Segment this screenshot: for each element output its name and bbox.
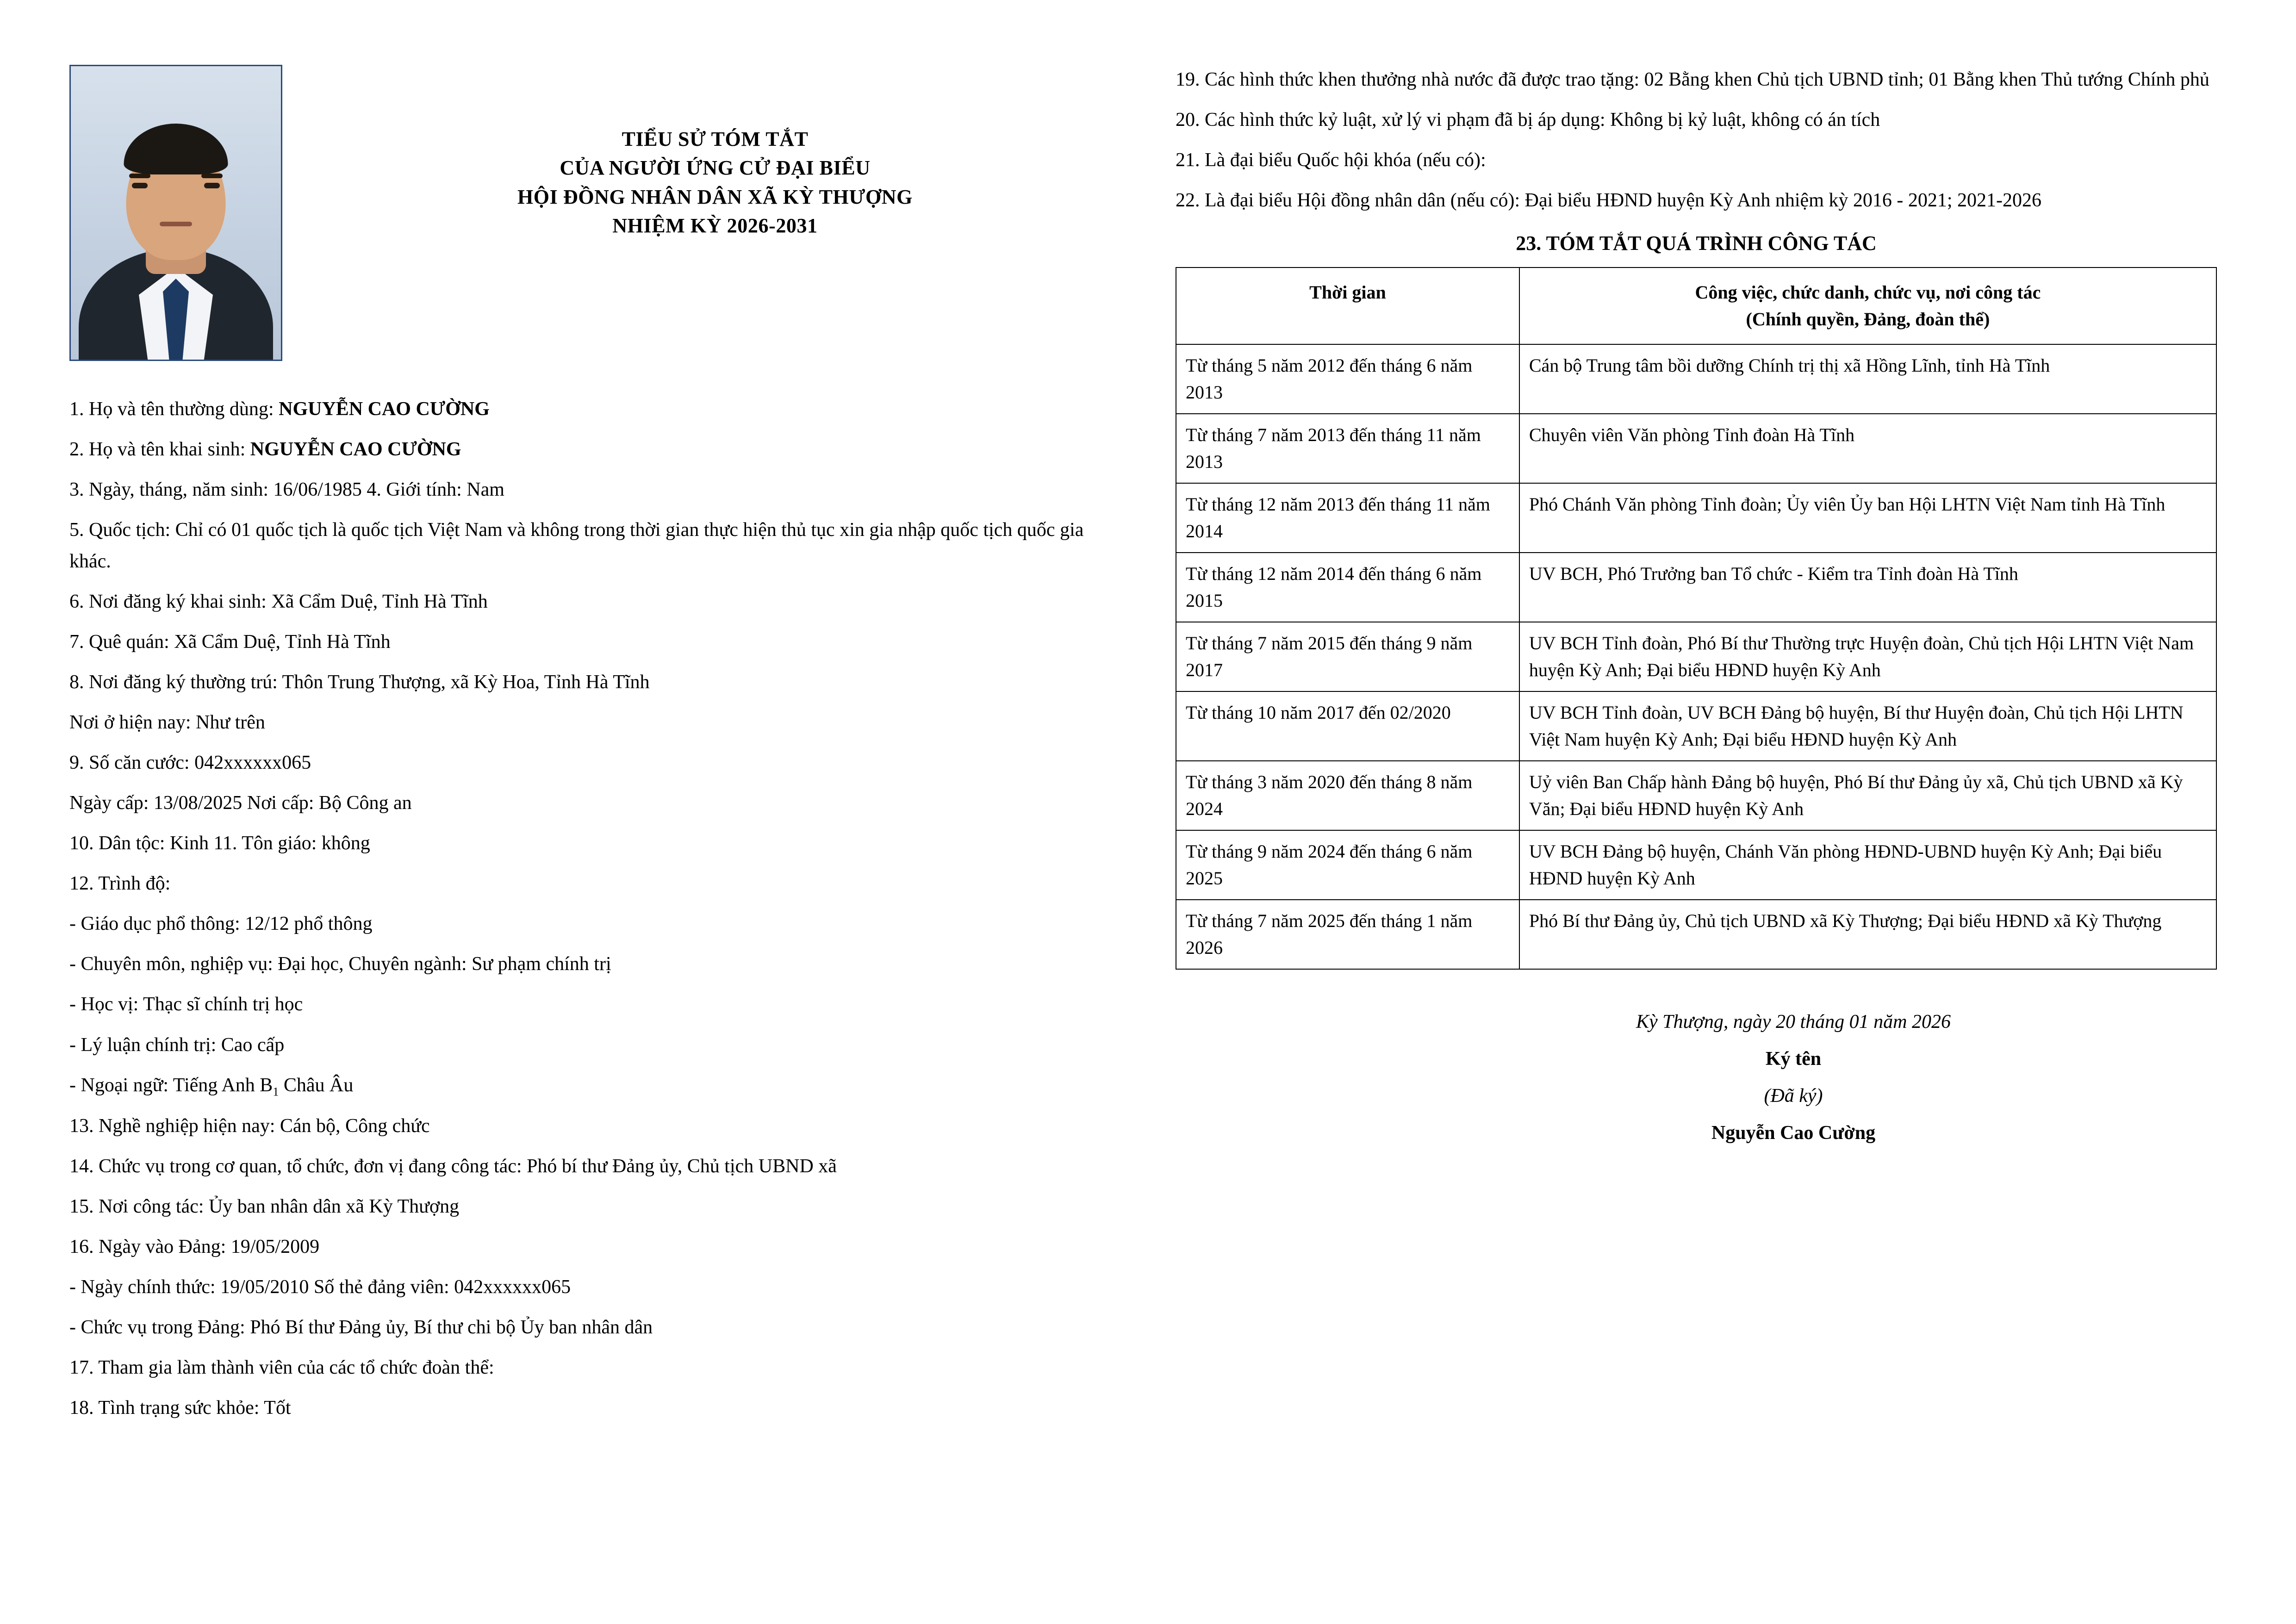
eyebrow-left	[129, 174, 150, 178]
field-party-join-date: 16. Ngày vào Đảng: 19/05/2009	[69, 1236, 320, 1258]
table-header	[1176, 268, 2216, 344]
table-row	[1176, 900, 2216, 969]
field-foreign-language-pre: - Ngoại ngữ: Tiếng Anh B	[69, 1074, 273, 1096]
signature-signed-note: (Đã ký)	[1764, 1085, 1823, 1107]
column-header-work-line1: Công việc, chức danh, chức vụ, nơi công tác	[1695, 282, 2041, 303]
column-header-work-line2: (Chính quyền, Đảng, đoàn thể)	[1746, 309, 1990, 330]
field-foreign-language-sub: 1	[273, 1084, 279, 1098]
field-party-position: - Chức vụ trong Đảng: Phó Bí thư Đảng ủy, Bí thư chi bộ Ủy ban nhân dân	[69, 1317, 653, 1338]
right-column	[1176, 65, 2217, 1587]
field-birthdate-gender: 3. Ngày, tháng, năm sinh: 16/06/1985 4. Giới tính: Nam	[69, 479, 504, 501]
cell-work: UV BCH Đảng bộ huyện, Chánh Văn phòng HĐND-UBND huyện Kỳ Anh; Đại biểu HĐND huyện Kỳ Anh	[1519, 830, 2216, 900]
field-foreign-language	[69, 1070, 1120, 1102]
cell-work: Phó Chánh Văn phòng Tỉnh đoàn; Ủy viên Ủy ban Hội LHTN Việt Nam tỉnh Hà Tĩnh	[1519, 483, 2216, 553]
signature-block	[1176, 1004, 2217, 1151]
field-nationality: 5. Quốc tịch: Chỉ có 01 quốc tịch là quốc tịch Việt Nam và không trong thời gian thực hiện thủ tục xin gia nhập quốc tịch quốc gia khác.	[69, 519, 1084, 572]
field-disciplinary: 20. Các hình thức kỷ luật, xử lý vi phạm đã bị áp dụng: Không bị kỷ luật, không có án tích	[1176, 109, 1880, 131]
field-position-org: 14. Chức vụ trong cơ quan, tổ chức, đơn vị đang công tác: Phó bí thư Đảng ủy, Chủ tịch UBND xã	[69, 1156, 837, 1177]
cell-time: Từ tháng 12 năm 2014 đến tháng 6 năm 2015	[1176, 553, 1519, 622]
eye-left	[132, 183, 148, 188]
two-column-layout	[69, 65, 2227, 1587]
signature-place-date: Kỳ Thượng, ngày 20 tháng 01 năm 2026	[1636, 1011, 1951, 1033]
cell-time: Từ tháng 5 năm 2012 đến tháng 6 năm 2013	[1176, 344, 1519, 414]
field-general-education: - Giáo dục phổ thông: 12/12 phổ thông	[69, 913, 373, 935]
table-body	[1176, 344, 2216, 969]
mouth-shape	[160, 222, 192, 226]
field-national-assembly: 21. Là đại biểu Quốc hội khóa (nếu có):	[1176, 149, 1486, 171]
field-birth-registration: 6. Nơi đăng ký khai sinh: Xã Cẩm Duệ, Tỉnh Hà Tĩnh	[69, 591, 488, 613]
header-block	[69, 65, 1120, 361]
table-row	[1176, 483, 2216, 553]
title-line-3: HỘI ĐỒNG NHÂN DÂN XÃ KỲ THƯỢNG	[517, 185, 913, 208]
field-state-awards: 19. Các hình thức khen thưởng nhà nước đã được trao tặng: 02 Bằng khen Chủ tịch UBND tỉnh; 01 Bằng khen Thủ tướng Chính phủ	[1176, 69, 2209, 90]
column-header-work	[1519, 268, 2216, 344]
document-title	[282, 65, 1120, 241]
photo-person	[76, 142, 275, 360]
career-section-title: 23. TÓM TẮT QUÁ TRÌNH CÔNG TÁC	[1516, 232, 1877, 255]
field-birth-name-value: NGUYỄN CAO CƯỜNG	[250, 439, 461, 460]
field-current-residence: Nơi ở hiện nay: Như trên	[69, 712, 265, 734]
field-workplace: 15. Nơi công tác: Ủy ban nhân dân xã Kỳ Thượng	[69, 1196, 460, 1218]
cell-work: UV BCH, Phó Trưởng ban Tổ chức - Kiểm tra Tỉnh đoàn Hà Tĩnh	[1519, 553, 2216, 622]
cell-time: Từ tháng 10 năm 2017 đến 02/2020	[1176, 691, 1519, 761]
signature-label: Ký tên	[1765, 1048, 1822, 1070]
field-academic-degree: - Học vị: Thạc sĩ chính trị học	[69, 994, 303, 1015]
field-political-theory: - Lý luận chính trị: Cao cấp	[69, 1034, 285, 1056]
cell-work: Cán bộ Trung tâm bồi dưỡng Chính trị thị xã Hồng Lĩnh, tỉnh Hà Tĩnh	[1519, 344, 2216, 414]
title-line-2: CỦA NGƯỜI ỨNG CỬ ĐẠI BIỂU	[560, 156, 871, 180]
cell-time: Từ tháng 12 năm 2013 đến tháng 11 năm 2014	[1176, 483, 1519, 553]
cell-time: Từ tháng 7 năm 2013 đến tháng 11 năm 2013	[1176, 414, 1519, 483]
field-full-name-value: NGUYỄN CAO CƯỜNG	[279, 398, 490, 420]
field-full-name	[69, 393, 1120, 425]
eye-right	[204, 183, 220, 188]
table-row	[1176, 691, 2216, 761]
signature-name: Nguyễn Cao Cường	[1711, 1122, 1876, 1144]
table-row	[1176, 553, 2216, 622]
field-full-name-label: 1. Họ và tên thường dùng:	[69, 398, 279, 420]
table-row	[1176, 414, 2216, 483]
table-row	[1176, 761, 2216, 830]
field-permanent-residence: 8. Nơi đăng ký thường trú: Thôn Trung Thượng, xã Kỳ Hoa, Tỉnh Hà Tĩnh	[69, 672, 650, 693]
table-row	[1176, 622, 2216, 691]
title-line-1: TIỂU SỬ TÓM TẮT	[622, 128, 809, 150]
field-birth-name	[69, 434, 1120, 465]
left-column	[69, 65, 1120, 1587]
field-ethnicity-religion: 10. Dân tộc: Kinh 11. Tôn giáo: không	[69, 833, 370, 854]
cell-work: Uỷ viên Ban Chấp hành Đảng bộ huyện, Phó Bí thư Đảng ủy xã, Chủ tịch UBND xã Kỳ Văn; Đại biểu HĐND huyện Kỳ Anh	[1519, 761, 2216, 830]
cell-work: UV BCH Tỉnh đoàn, Phó Bí thư Thường trực Huyện đoàn, Chủ tịch Hội LHTN Việt Nam huyện Kỳ Anh; Đại biểu HĐND huyện Kỳ Anh	[1519, 622, 2216, 691]
field-mass-organizations: 17. Tham gia làm thành viên của các tổ chức đoàn thể:	[69, 1357, 494, 1379]
table-row	[1176, 830, 2216, 900]
field-hometown: 7. Quê quán: Xã Cẩm Duệ, Tỉnh Hà Tĩnh	[69, 631, 391, 653]
field-professional-education: - Chuyên môn, nghiệp vụ: Đại học, Chuyên ngành: Sư phạm chính trị	[69, 953, 611, 975]
cell-work: Chuyên viên Văn phòng Tỉnh đoàn Hà Tĩnh	[1519, 414, 2216, 483]
cell-time: Từ tháng 9 năm 2024 đến tháng 6 năm 2025	[1176, 830, 1519, 900]
field-id-number: 9. Số căn cước: 042xxxxxx065	[69, 752, 311, 774]
cell-work: Phó Bí thư Đảng ủy, Chủ tịch UBND xã Kỳ Thượng; Đại biểu HĐND xã Kỳ Thượng	[1519, 900, 2216, 969]
cell-time: Từ tháng 3 năm 2020 đến tháng 8 năm 2024	[1176, 761, 1519, 830]
field-education-heading: 12. Trình độ:	[69, 873, 171, 895]
candidate-photo	[69, 65, 282, 361]
field-birth-name-label: 2. Họ và tên khai sinh:	[69, 439, 250, 460]
cell-time: Từ tháng 7 năm 2025 đến tháng 1 năm 2026	[1176, 900, 1519, 969]
career-summary-table	[1176, 267, 2217, 970]
field-id-issue: Ngày cấp: 13/08/2025 Nơi cấp: Bộ Công an	[69, 792, 412, 814]
title-line-4: NHIỆM KỲ 2026-2031	[612, 214, 818, 237]
eyebrow-right	[201, 174, 223, 178]
biography-fields	[69, 393, 1120, 1424]
column-header-time: Thời gian	[1176, 268, 1519, 344]
biography-fields-continued	[1176, 65, 2217, 216]
field-party-official-date: - Ngày chính thức: 19/05/2010 Số thẻ đảng viên: 042xxxxxx065	[69, 1276, 571, 1298]
field-health-status: 18. Tình trạng sức khỏe: Tốt	[69, 1397, 291, 1419]
field-foreign-language-post: Châu Âu	[279, 1074, 354, 1096]
field-occupation: 13. Nghề nghiệp hiện nay: Cán bộ, Công chức	[69, 1115, 430, 1137]
table-row	[1176, 344, 2216, 414]
cell-time: Từ tháng 7 năm 2015 đến tháng 9 năm 2017	[1176, 622, 1519, 691]
table-header-row	[1176, 268, 2216, 344]
cell-work: UV BCH Tỉnh đoàn, UV BCH Đảng bộ huyện, Bí thư Huyện đoàn, Chủ tịch Hội LHTN Việt Nam huyện Kỳ Anh; Đại biểu HĐND huyện Kỳ Anh	[1519, 691, 2216, 761]
field-people-council: 22. Là đại biểu Hội đồng nhân dân (nếu có): Đại biểu HĐND huyện Kỳ Anh nhiệm kỳ 2016 - 2021; 2021-2026	[1176, 190, 2042, 212]
